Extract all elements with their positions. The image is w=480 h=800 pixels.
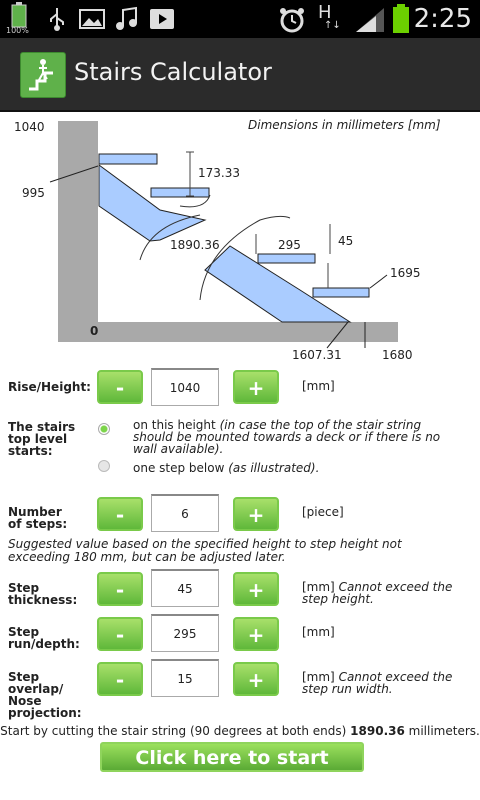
label-origin: 0 xyxy=(90,324,99,338)
top-level-option-height-text[interactable]: on this height (in case the top of the stair string should be mounted towards a deck or if there is no wall available). xyxy=(133,418,441,456)
start-building-button[interactable]: Click here to start building xyxy=(100,742,364,772)
app-title: Stairs Calculator xyxy=(74,58,272,86)
rise-input[interactable]: 1040 xyxy=(151,368,219,406)
label-string-length: 1890.36 xyxy=(170,238,220,252)
thickness-minus-button[interactable]: - xyxy=(97,572,143,606)
label-thickness: 45 xyxy=(338,234,354,248)
overlap-minus-button[interactable]: - xyxy=(97,662,143,696)
rise-unit: [mm] xyxy=(302,379,335,393)
steps-input[interactable]: 6 xyxy=(151,494,219,532)
label-base-a: 1607.31 xyxy=(292,348,342,362)
run-input[interactable]: 295 xyxy=(151,614,219,652)
thickness-plus-button[interactable]: + xyxy=(233,572,279,606)
music-icon xyxy=(114,6,140,36)
battery-icon xyxy=(392,4,410,38)
rise-plus-button[interactable]: + xyxy=(233,370,279,404)
alarm-icon xyxy=(278,6,306,38)
label-top-height: 1040 xyxy=(14,120,45,134)
run-unit: [mm] xyxy=(302,625,335,639)
app-logo-icon xyxy=(20,52,66,98)
dimensions-note: Dimensions in millimeters [mm] xyxy=(248,118,441,132)
thickness-label: Step thickness: xyxy=(8,581,78,607)
battery-percent-text: 100% xyxy=(6,26,29,35)
stairs-diagram-drawing xyxy=(0,110,480,370)
steps-plus-button[interactable]: + xyxy=(233,497,279,531)
suggestion-note: Suggested value based on the specified height to step height not exceeding 180 mm, but can be adjusted later. xyxy=(8,537,402,564)
action-bar xyxy=(0,38,480,112)
clock: 2:25 xyxy=(413,4,472,34)
rise-label: Rise/Height: xyxy=(8,380,91,394)
steps-minus-button[interactable]: - xyxy=(97,497,143,531)
overlap-plus-button[interactable]: + xyxy=(233,662,279,696)
thickness-input[interactable]: 45 xyxy=(151,569,219,607)
thickness-unit: [mm] Cannot exceed the step height. xyxy=(302,580,453,606)
battery-notification-icon xyxy=(6,2,34,40)
status-bar xyxy=(0,0,480,38)
top-level-option-height-radio[interactable] xyxy=(98,423,110,435)
overlap-label: Step overlap/ Nose projection: xyxy=(8,670,82,720)
usb-icon xyxy=(46,6,68,36)
run-minus-button[interactable]: - xyxy=(97,617,143,651)
run-label: Step run/depth: xyxy=(8,625,80,651)
label-run: 295 xyxy=(278,238,301,252)
rise-minus-button[interactable]: - xyxy=(97,370,143,404)
overlap-input[interactable]: 15 xyxy=(151,659,219,697)
steps-label: Number of steps: xyxy=(8,505,68,531)
label-left-mark: 995 xyxy=(22,186,45,200)
top-level-label: The stairs top level starts: xyxy=(8,420,76,458)
label-base-b: 1680 xyxy=(382,348,413,362)
video-play-icon xyxy=(148,6,176,36)
signal-strength-icon xyxy=(354,6,386,38)
label-step-height: 173.33 xyxy=(198,166,240,180)
top-level-option-below-radio[interactable] xyxy=(98,460,110,472)
top-level-option-below-text[interactable]: one step below (as illustrated). xyxy=(133,461,320,475)
gallery-icon xyxy=(78,6,106,36)
steps-unit: [piece] xyxy=(302,505,344,519)
overlap-unit: [mm] Cannot exceed the step run width. xyxy=(302,670,453,696)
run-plus-button[interactable]: + xyxy=(233,617,279,651)
cut-summary: Start by cutting the stair string (90 degrees at both ends) 1890.36 millimeters. xyxy=(0,724,480,738)
label-right-mark: 1695 xyxy=(390,266,421,280)
stairs-diagram xyxy=(0,110,480,370)
network-type-icon: H ↑↓ xyxy=(318,2,341,31)
